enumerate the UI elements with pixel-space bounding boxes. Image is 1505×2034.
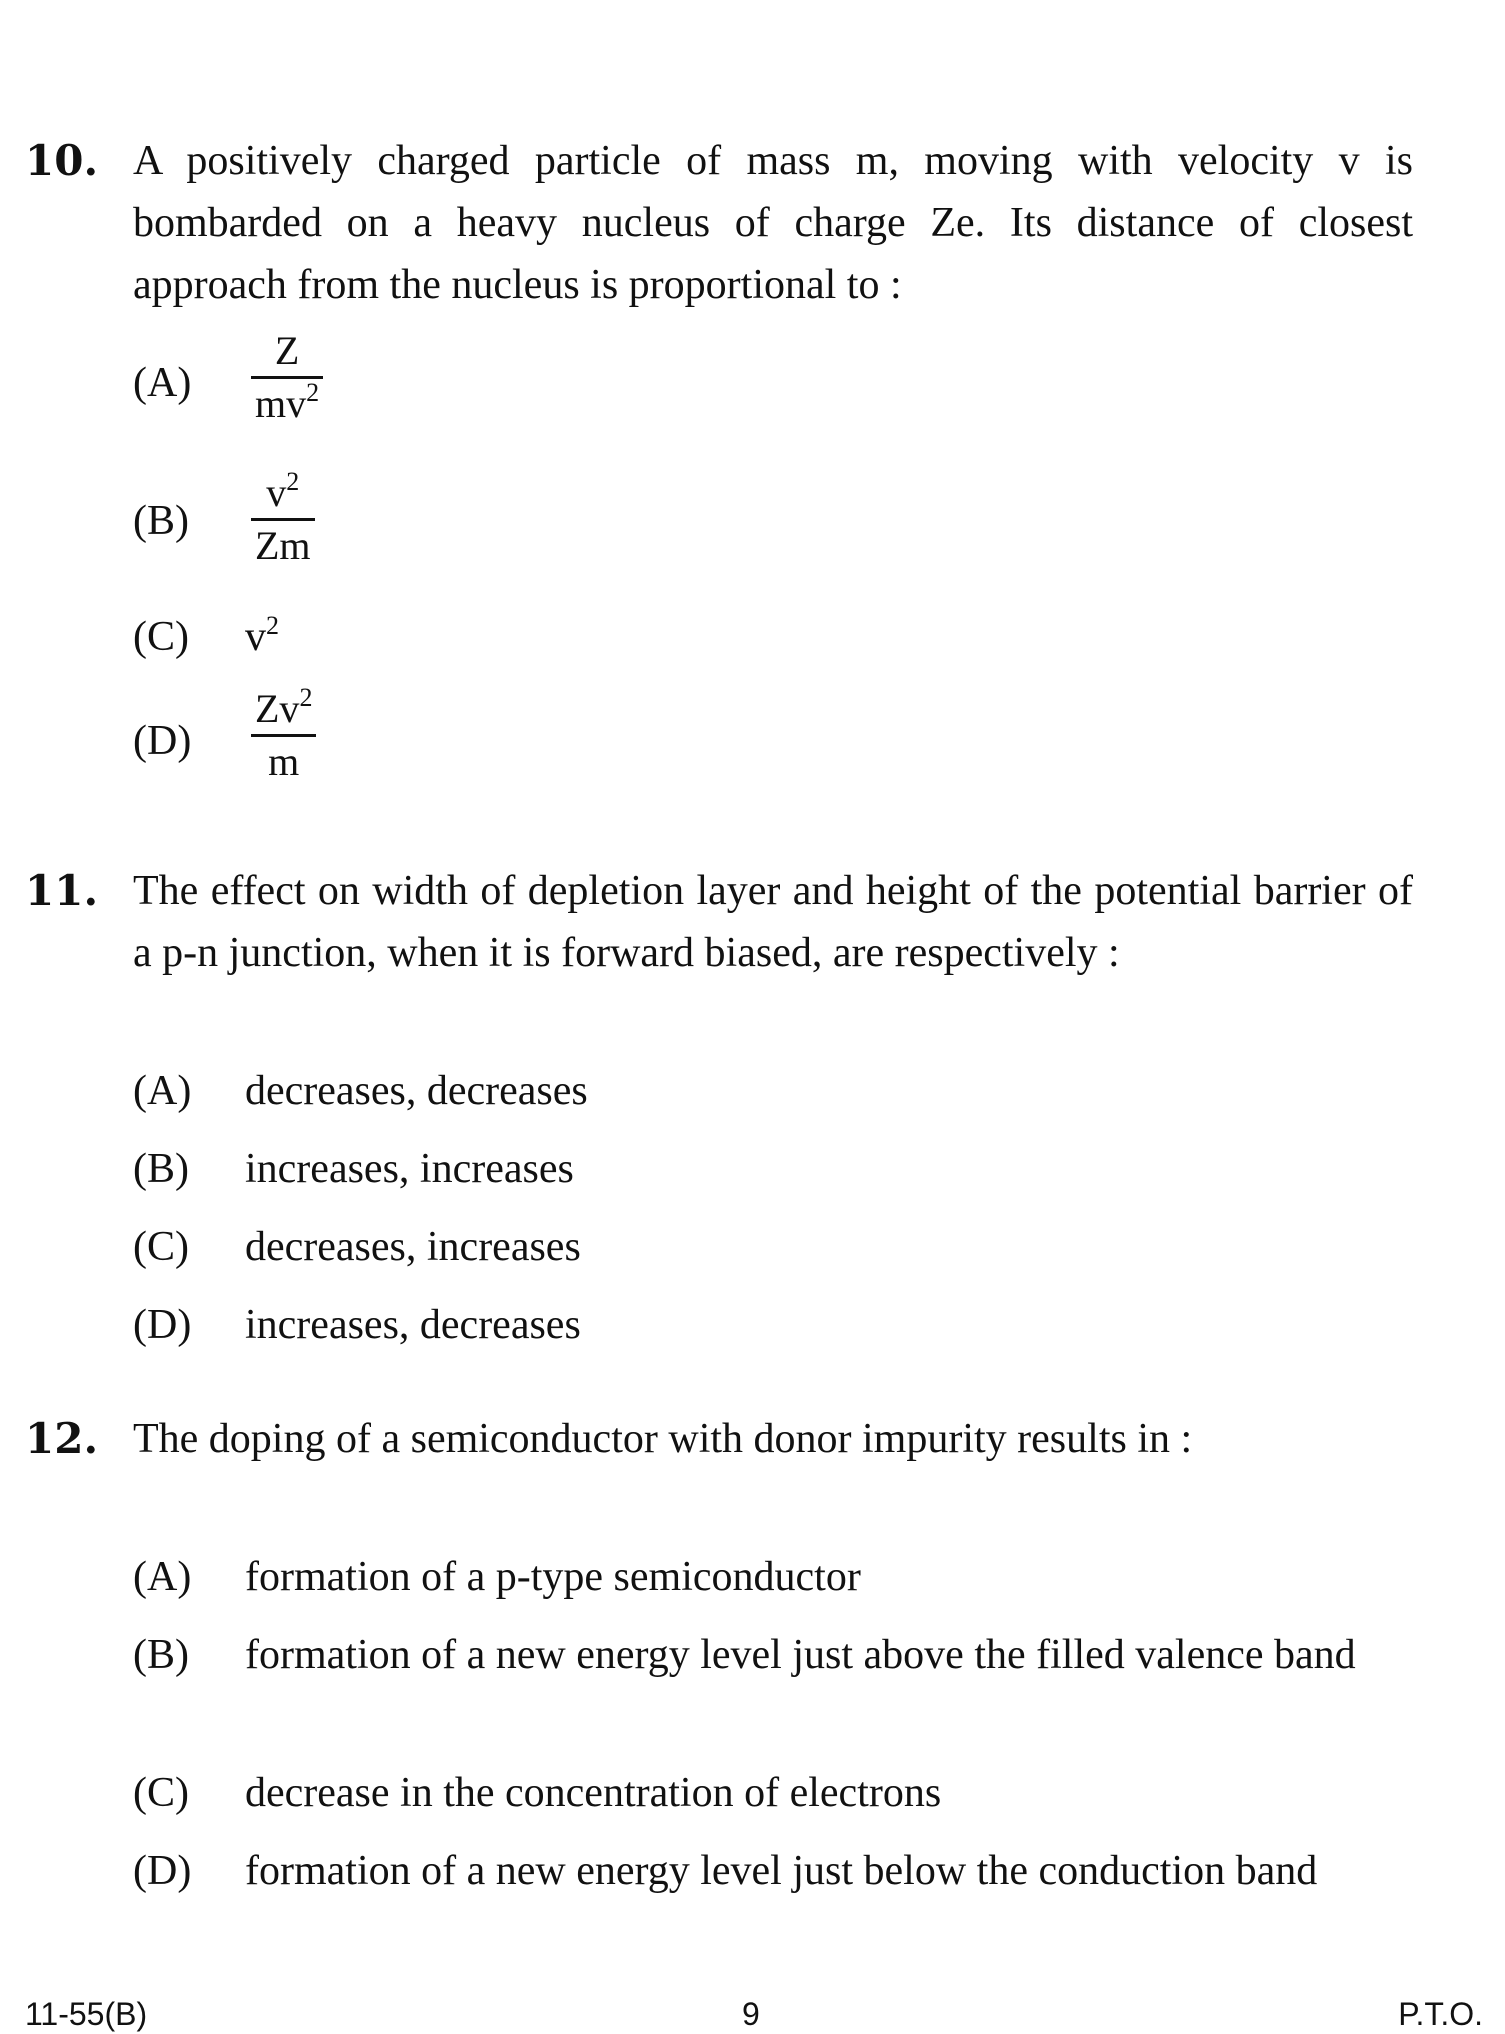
option-text: formation of a new energy level just above the filled valence band xyxy=(245,1632,1356,1678)
base: v xyxy=(245,614,266,660)
option-b[interactable] xyxy=(133,467,1433,580)
option-text: decrease in the concentration of electrons xyxy=(245,1770,942,1816)
option-text: decreases, decreases xyxy=(245,1068,588,1114)
option-label: (C) xyxy=(133,614,189,660)
power-expression xyxy=(245,608,279,666)
option-label: (A) xyxy=(133,1554,192,1600)
option-label: (A) xyxy=(133,1068,192,1114)
question-text: The doping of a semiconductor with donor impurity results in : xyxy=(133,1416,1193,1462)
option-text: formation of a new energy level just below the conduction band xyxy=(245,1848,1318,1894)
fraction xyxy=(251,467,315,569)
fraction xyxy=(251,328,323,427)
option-c[interactable] xyxy=(133,608,1433,668)
option-label: (B) xyxy=(133,1632,189,1678)
option-label: (D) xyxy=(133,718,192,764)
denominator: mv xyxy=(255,381,307,426)
option-label: (B) xyxy=(133,498,189,544)
numerator: Zv xyxy=(255,686,300,731)
option-text: formation of a p-type semiconductor xyxy=(245,1554,861,1600)
option-text: decreases, increases xyxy=(245,1224,581,1270)
question-number: 11. xyxy=(25,866,99,915)
denominator: Zm xyxy=(255,523,311,568)
option-label: (C) xyxy=(133,1770,189,1816)
option-text: increases, decreases xyxy=(245,1302,581,1348)
numerator: v xyxy=(266,470,287,515)
option-d[interactable] xyxy=(133,683,1433,796)
numerator: Z xyxy=(274,328,300,373)
fraction xyxy=(251,683,316,785)
option-label: (A) xyxy=(133,360,192,406)
question-number: 12. xyxy=(25,1414,99,1463)
question-text: A positively charged particle of mass m, moving with velocity v is bombarded on a heavy nucleus of charge Ze. Its distance of closest approach from the nucleus is proportional to : xyxy=(133,138,1413,308)
option-a[interactable] xyxy=(133,328,1433,438)
denominator: m xyxy=(268,739,300,784)
option-text: increases, increases xyxy=(245,1146,574,1192)
exponent: 2 xyxy=(266,611,279,640)
question-text: The effect on width of depletion layer and height of the potential barrier of a p-n junction, when it is forward biased, are respectively : xyxy=(133,868,1413,976)
page-number: 9 xyxy=(742,1996,760,2032)
exponent: 2 xyxy=(306,378,320,407)
option-label: (C) xyxy=(133,1224,189,1270)
option-label: (B) xyxy=(133,1146,189,1192)
option-label: (D) xyxy=(133,1302,192,1348)
booklet-code: 11-55(B) xyxy=(25,1996,148,2032)
exponent: 2 xyxy=(286,467,300,496)
option-label: (D) xyxy=(133,1848,192,1894)
please-turn-over: P.T.O. xyxy=(1398,1996,1483,2032)
exponent: 2 xyxy=(299,683,313,712)
question-number: 10. xyxy=(25,136,99,185)
